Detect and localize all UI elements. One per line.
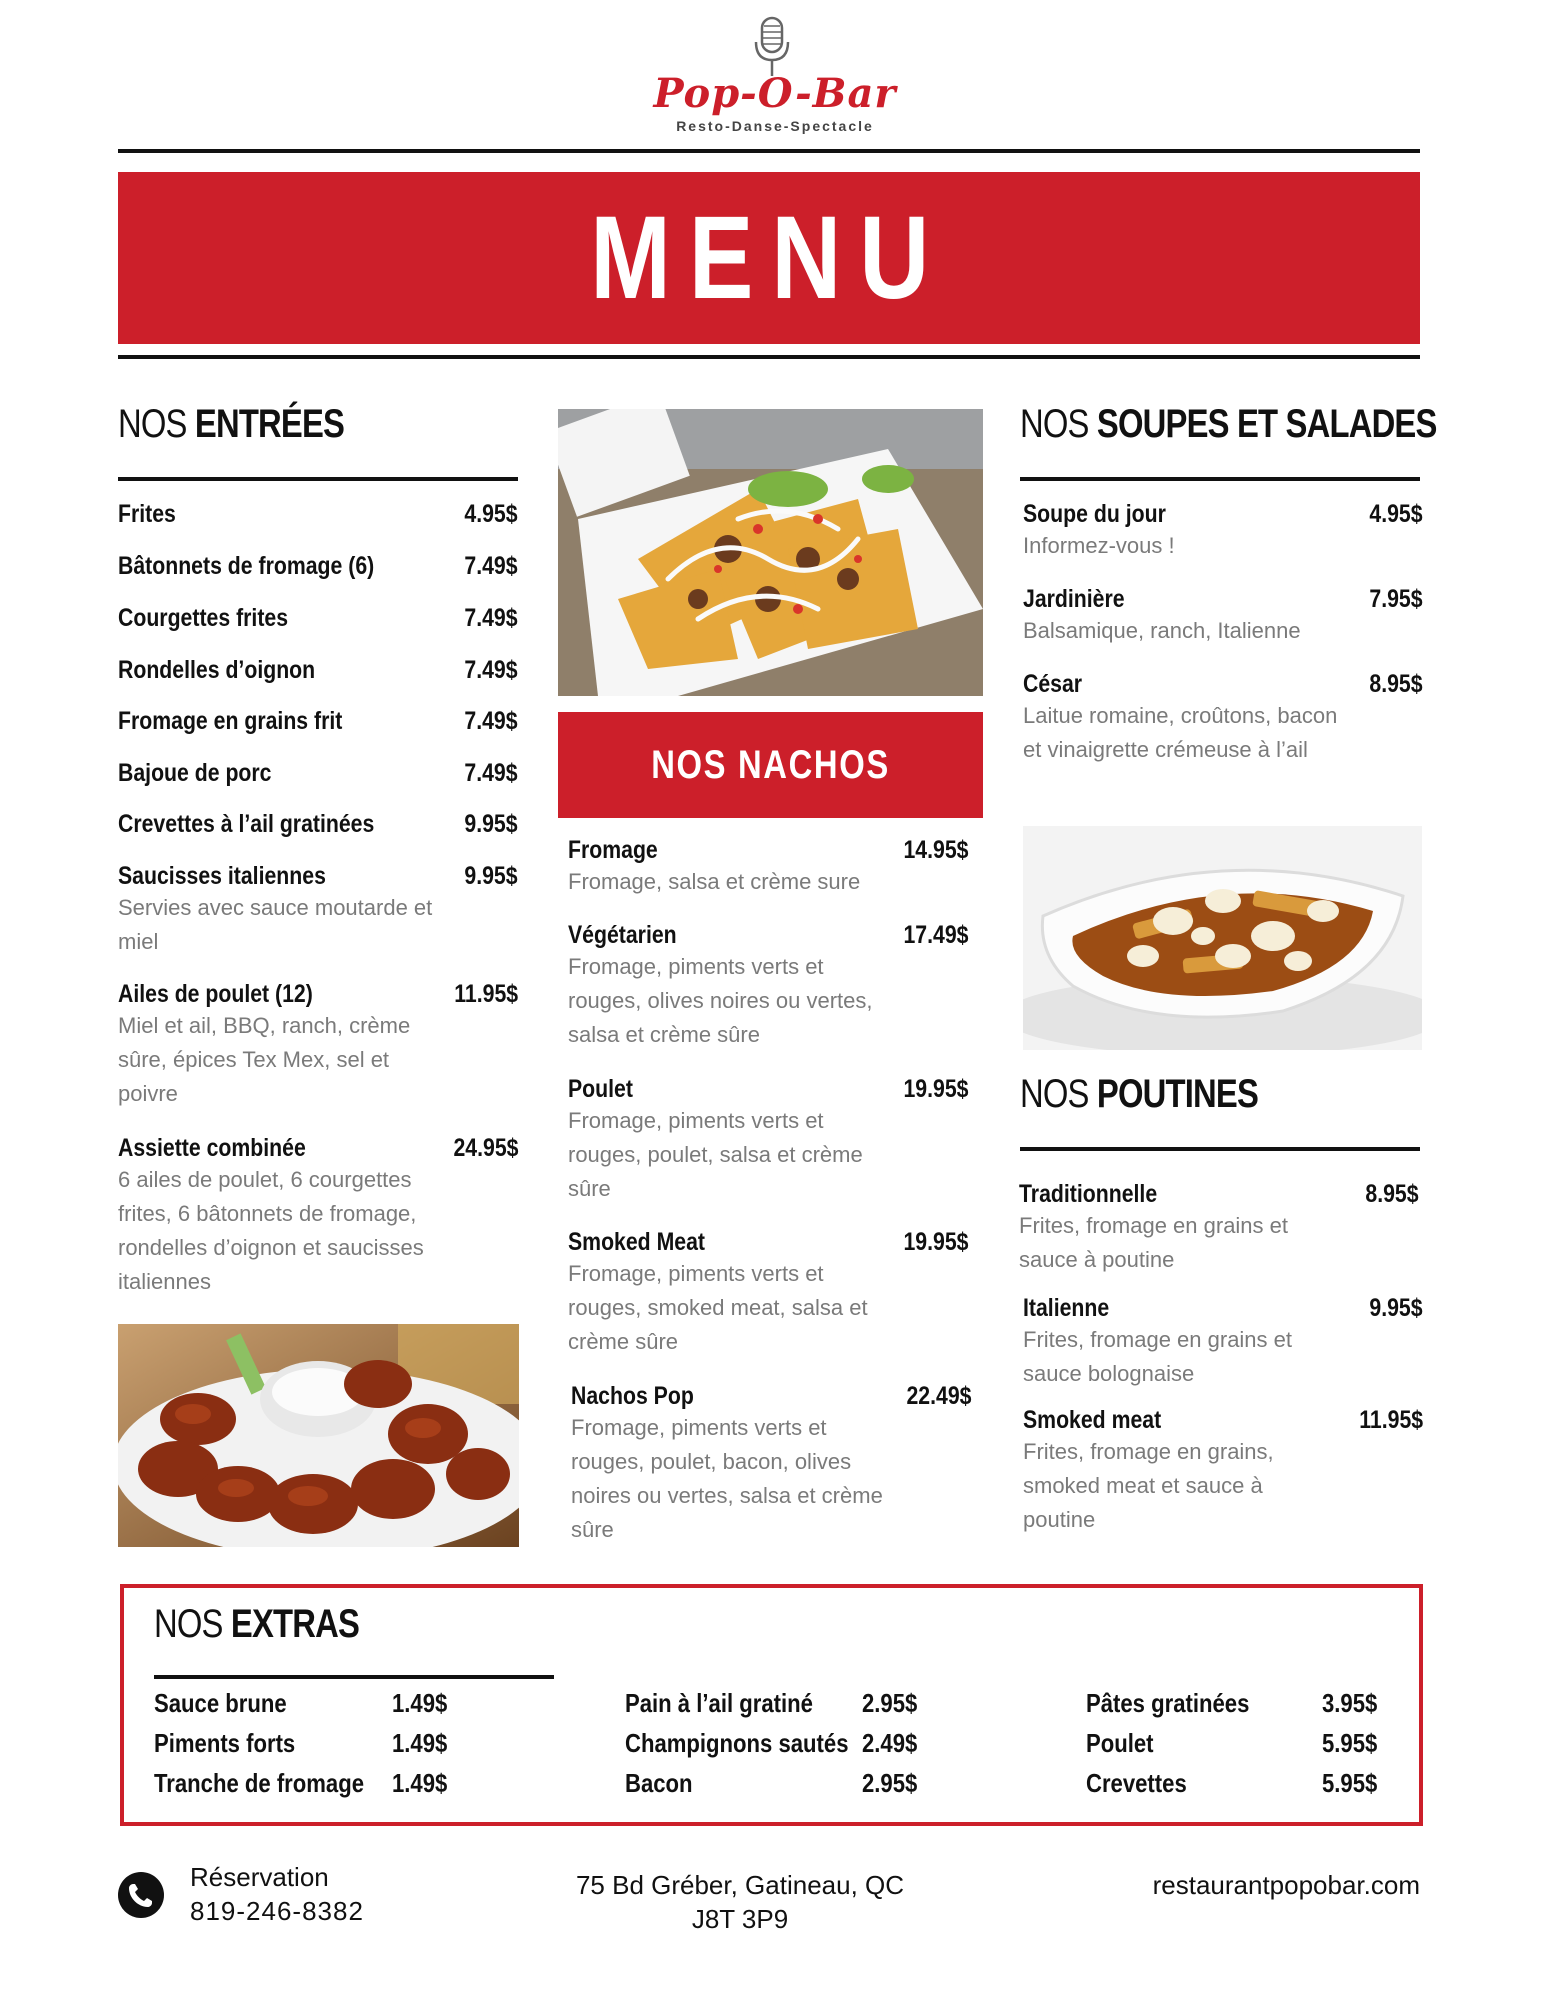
extra-price: 5.95$ <box>1322 1728 1378 1758</box>
item-description: Informez-vous ! <box>1023 533 1175 558</box>
item-description: Miel et ail, BBQ, ranch, crème sûre, épices Tex Mex, sel et poivre <box>118 1013 411 1106</box>
item-name: Nachos Pop <box>571 1382 694 1410</box>
item-name: Poulet <box>568 1075 633 1103</box>
item-price: 24.95$ <box>453 1134 518 1162</box>
extras-rule <box>154 1675 554 1679</box>
item-price: 22.49$ <box>906 1382 971 1410</box>
item-price: 7.49$ <box>464 552 518 580</box>
item-name: Végétarien <box>568 921 677 949</box>
extra-price: 1.49$ <box>392 1768 448 1798</box>
item-price: 8.95$ <box>1369 670 1423 698</box>
item-description: Fromage, salsa et crème sure <box>568 869 861 894</box>
item-price: 9.95$ <box>464 862 518 890</box>
item-name: Ailes de poulet (12) <box>118 980 313 1008</box>
item-description: Frites, fromage en grains et sauce bolognaise <box>1023 1327 1293 1386</box>
extra-price: 1.49$ <box>392 1728 448 1758</box>
poutine-item <box>1019 1180 1419 1277</box>
entree-item <box>118 862 518 959</box>
item-price: 19.95$ <box>903 1075 968 1103</box>
nacho-item <box>568 1228 968 1359</box>
item-description: Servies avec sauce moutarde et miel <box>118 895 433 954</box>
item-name: Jardinière <box>1023 585 1125 613</box>
brand-tagline: Resto-Danse-Spectacle <box>676 118 874 134</box>
item-name: Fromage <box>568 836 658 864</box>
item-name: Soupe du jour <box>1023 500 1166 528</box>
item-description: Laitue romaine, croûtons, bacon et vinaigrette crémeuse à l’ail <box>1023 703 1338 762</box>
nachos-photo <box>558 409 983 696</box>
extra-name: Piments forts <box>154 1728 296 1758</box>
item-description: 6 ailes de poulet, 6 courgettes frites, 6 bâtonnets de fromage, rondelles d’oignon et saucisses italiennes <box>118 1167 424 1294</box>
reservation-phone[interactable]: 819-246-8382 <box>190 1896 364 1926</box>
item-price: 7.49$ <box>464 604 518 632</box>
nachos-title: NOS NACHOS <box>651 742 890 787</box>
item-price: 9.95$ <box>464 810 518 838</box>
poutines-title <box>1020 1072 1258 1117</box>
item-description: Frites, fromage en grains et sauce à poutine <box>1019 1213 1289 1272</box>
item-price: 11.95$ <box>454 980 518 1008</box>
item-description: Fromage, piments verts et rouges, poulet, salsa et crème sûre <box>568 1108 863 1201</box>
entree-item <box>118 707 518 736</box>
nacho-item <box>568 1075 968 1206</box>
poutine-item <box>1023 1406 1423 1537</box>
extra-name: Pâtes gratinées <box>1086 1688 1250 1718</box>
extra-price: 2.95$ <box>862 1688 918 1718</box>
entrees-title <box>118 402 344 447</box>
item-name: Italienne <box>1023 1294 1110 1322</box>
extra-name: Tranche de fromage <box>154 1768 365 1798</box>
item-price: 19.95$ <box>903 1228 968 1256</box>
item-name: César <box>1023 670 1083 698</box>
entree-item <box>118 1134 518 1299</box>
entrees-title-main: ENTRÉES <box>194 402 345 446</box>
extra-price: 3.95$ <box>1322 1688 1378 1718</box>
extras-title <box>154 1602 359 1647</box>
address-line1: 75 Bd Gréber, Gatineau, QC <box>575 1870 905 1900</box>
entree-item <box>118 604 518 633</box>
item-price: 17.49$ <box>903 921 968 949</box>
item-price: 7.95$ <box>1369 585 1423 613</box>
brand-name: Pop-O-Bar <box>653 70 897 117</box>
address-line2: J8T 3P9 <box>691 1904 789 1934</box>
item-description: Frites, fromage en grains, smoked meat et sauce à poutine <box>1023 1439 1274 1532</box>
extra-name: Bacon <box>625 1768 693 1798</box>
item-name: Rondelles d’oignon <box>118 656 316 684</box>
entree-item <box>118 810 518 839</box>
item-price: 14.95$ <box>903 836 968 864</box>
entree-item <box>118 552 518 581</box>
extra-price: 2.49$ <box>862 1728 918 1758</box>
extra-name: Champignons sautés <box>625 1728 849 1758</box>
item-name: Bâtonnets de fromage (6) <box>118 552 375 580</box>
entree-item <box>118 656 518 685</box>
soupe-item <box>1023 670 1423 767</box>
poutines-title-main: POUTINES <box>1096 1072 1259 1116</box>
item-price: 4.95$ <box>1369 500 1423 528</box>
entree-item <box>118 759 518 788</box>
entree-item <box>118 500 518 529</box>
soupes-title-main: SOUPES ET SALADES <box>1096 402 1437 446</box>
poutine-photo <box>1023 826 1422 1050</box>
soupes-title-prefix: NOS <box>1020 402 1097 446</box>
reservation-label: Réservation <box>190 1862 329 1892</box>
item-price: 7.49$ <box>464 759 518 787</box>
poutines-title-prefix: NOS <box>1020 1072 1097 1116</box>
poutine-item <box>1023 1294 1423 1391</box>
item-name: Crevettes à l’ail gratinées <box>118 810 375 838</box>
top-rule <box>118 149 1420 153</box>
extra-price: 1.49$ <box>392 1688 448 1718</box>
item-price: 11.95$ <box>1359 1406 1423 1434</box>
brand-logo <box>640 14 910 144</box>
entrees-rule <box>118 477 518 481</box>
menu-title: MENU <box>590 192 948 324</box>
item-price: 7.49$ <box>464 707 518 735</box>
nacho-item <box>571 1382 971 1547</box>
menu-banner <box>118 172 1420 344</box>
extra-name: Sauce brune <box>154 1688 287 1718</box>
item-name: Bajoue de porc <box>118 759 272 787</box>
extra-price: 5.95$ <box>1322 1768 1378 1798</box>
soupe-item <box>1023 585 1423 648</box>
soupe-item <box>1023 500 1423 563</box>
item-description: Fromage, piments verts et rouges, olives noires ou vertes, salsa et crème sûre <box>568 954 873 1047</box>
item-name: Assiette combinée <box>118 1134 306 1162</box>
item-description: Fromage, piments verts et rouges, poulet, bacon, olives noires ou vertes, salsa et crème sûre <box>571 1415 883 1542</box>
item-name: Courgettes frites <box>118 604 289 632</box>
website-link[interactable]: restaurantpopobar.com <box>1152 1870 1420 1900</box>
item-description: Fromage, piments verts et rouges, smoked meat, salsa et crème sûre <box>568 1261 868 1354</box>
extras-title-main: EXTRAS <box>230 1602 360 1646</box>
extra-name: Pain à l’ail gratiné <box>625 1688 813 1718</box>
nacho-item <box>568 921 968 1052</box>
item-price: 9.95$ <box>1369 1294 1423 1322</box>
extra-name: Poulet <box>1086 1728 1154 1758</box>
item-price: 7.49$ <box>464 656 518 684</box>
soupes-rule <box>1020 477 1420 481</box>
item-name: Saucisses italiennes <box>118 862 326 890</box>
item-name: Fromage en grains frit <box>118 707 343 735</box>
poutines-rule <box>1020 1147 1420 1151</box>
extras-title-prefix: NOS <box>154 1602 231 1646</box>
soupes-title <box>1020 402 1437 447</box>
banner-bottom-rule <box>118 355 1420 359</box>
item-description: Balsamique, ranch, Italienne <box>1023 618 1301 643</box>
nacho-item <box>568 836 968 899</box>
entree-item <box>118 980 518 1111</box>
item-name: Traditionnelle <box>1019 1180 1158 1208</box>
item-name: Frites <box>118 500 176 528</box>
item-price: 4.95$ <box>464 500 518 528</box>
phone-icon <box>118 1872 164 1918</box>
extra-price: 2.95$ <box>862 1768 918 1798</box>
extra-name: Crevettes <box>1086 1768 1187 1798</box>
nachos-banner <box>558 712 983 818</box>
chicken-wings-photo <box>118 1324 519 1547</box>
item-price: 8.95$ <box>1365 1180 1419 1208</box>
item-name: Smoked Meat <box>568 1228 705 1256</box>
item-name: Smoked meat <box>1023 1406 1162 1434</box>
entrees-title-prefix: NOS <box>118 402 195 446</box>
